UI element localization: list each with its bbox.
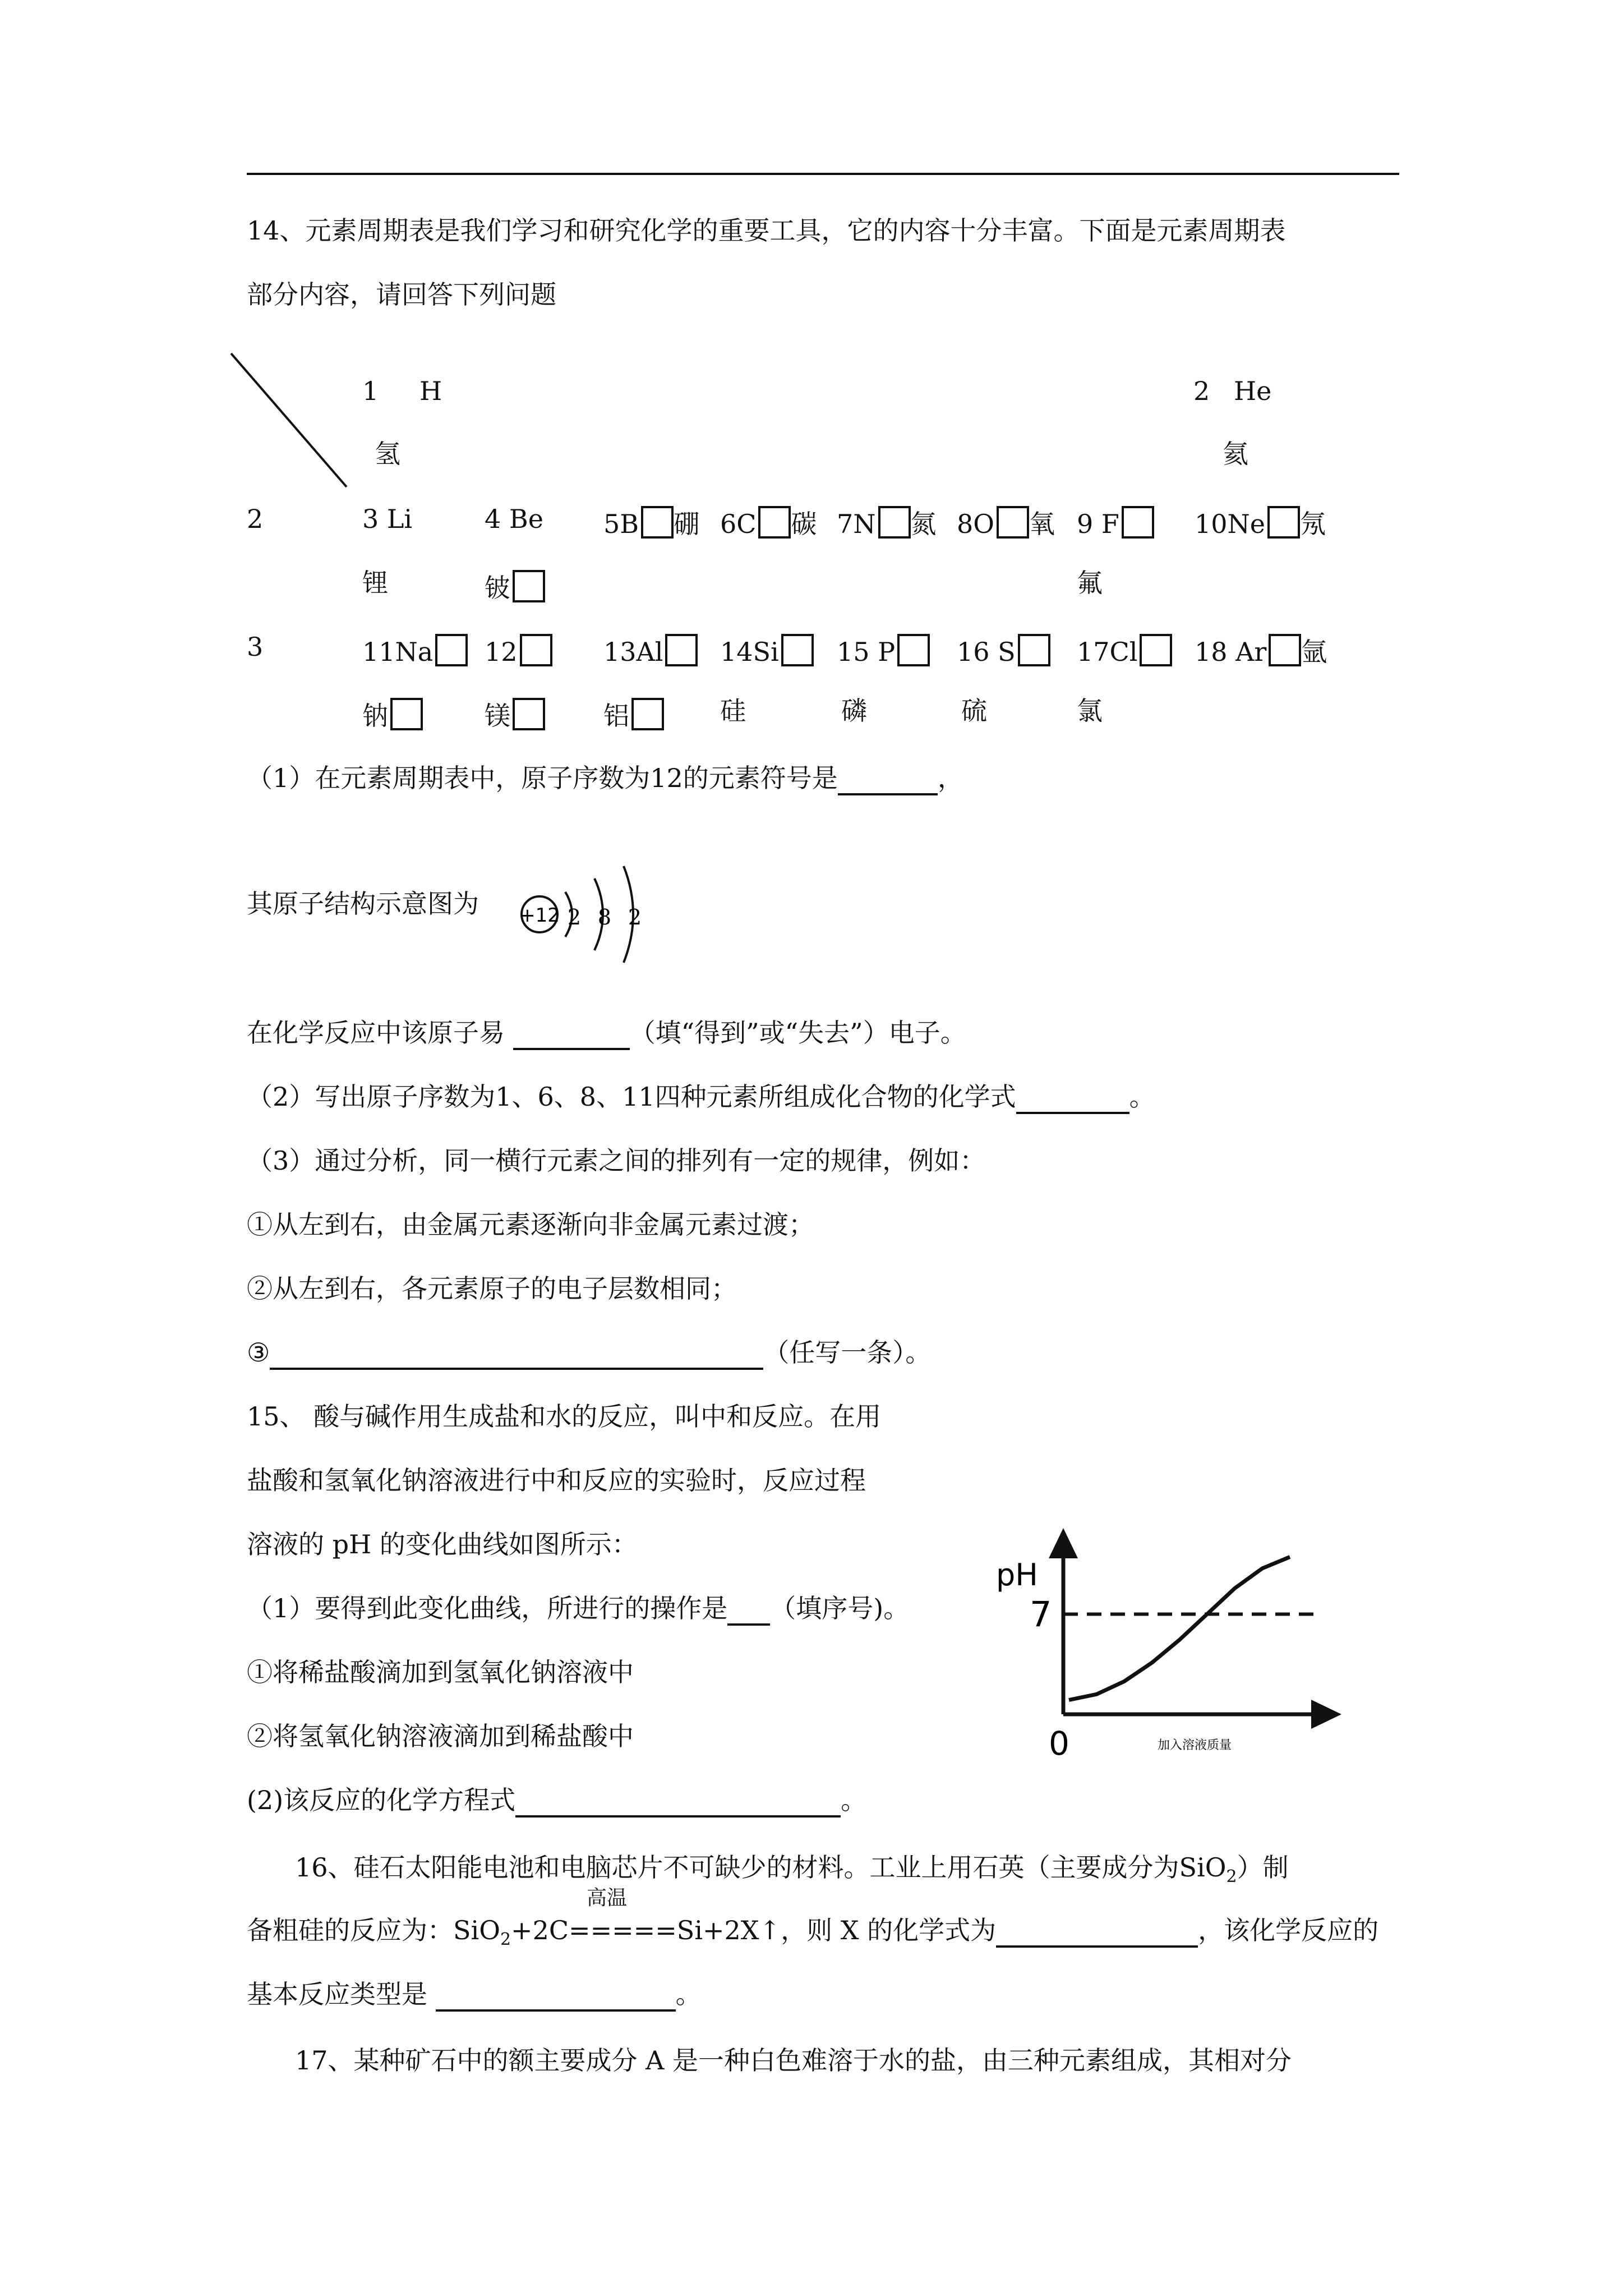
q15-option-2: ②将氢氧化钠溶液滴加到稀盐酸中 [247,1721,634,1751]
element-li: 3 Li [362,504,413,534]
q14-sub3: （3）通过分析，同一横行元素之间的排列有一定的规律，例如： [247,1145,986,1176]
answer-box[interactable] [1122,506,1154,539]
q15-option-1: ①将稀盐酸滴加到氢氧化钠溶液中 [247,1657,634,1687]
element-o: 8O 氧 [957,506,1055,539]
element-f-name: 氟 [1077,568,1103,598]
element-2-symbol: He [1234,376,1272,406]
element-ne: 10Ne 氖 [1195,506,1326,539]
answer-blank[interactable] [515,1789,841,1818]
diagram-label: 其原子结构示意图为 [247,889,479,919]
q14-intro-line1: 14、元素周期表是我们学习和研究化学的重要工具，它的内容十分丰富。下面是元素周期表 [247,215,1286,246]
q14-rule3: ③ （任写一条）。 [247,1340,931,1370]
y-tick-7: 7 [1030,1594,1052,1635]
answer-box[interactable] [631,698,664,730]
answer-blank[interactable] [1016,1086,1129,1114]
answer-blank[interactable] [513,1022,630,1050]
answer-box[interactable] [390,698,423,730]
element-p-name: 磷 [841,696,867,726]
answer-box[interactable] [1269,634,1301,666]
q14-intro-line2: 部分内容，请回答下列问题 [247,279,556,310]
answer-box[interactable] [1267,506,1300,539]
q16-line2: 备粗硅的反应为：SiO$_2$+2C=====Si+2X↑，则 X 的化学式为 ，该化学反应的 [247,1915,1379,1950]
ph-curve-chart [953,1515,1357,1773]
element-ar: 18 Ar 氩 [1195,634,1327,666]
q15-line2: 盐酸和氢氧化钠溶液进行中和反应的实验时，反应过程 [247,1465,866,1496]
nucleus-charge: +12 [519,904,560,927]
q15-line1: 15、 酸与碱作用生成盐和水的反应，叫中和反应。在用 [247,1401,882,1432]
y-axis-arrow [1049,1528,1078,1558]
element-1-symbol: H [419,376,442,406]
answer-box[interactable] [513,698,545,730]
element-c: 6C 碳 [720,506,817,539]
q15-sub1: （1）要得到此变化曲线，所进行的操作是 （填序号)。 [247,1595,909,1626]
element-2-number: 2 [1193,376,1210,406]
q16-reaction-condition: 高温 [587,1887,628,1910]
element-na-name: 钠 [362,698,423,730]
answer-box[interactable] [1018,634,1050,666]
period-3-label: 3 [247,632,264,662]
element-cl-name: 氯 [1077,696,1103,726]
answer-blank[interactable] [996,1920,1198,1948]
element-be-name: 铍 [485,570,545,602]
answer-box[interactable] [781,634,814,666]
element-1-name: 氢 [375,439,400,469]
shell-2-electrons: 8 [597,905,612,930]
element-si: 14Si [720,634,814,666]
q16-line1: 16、硅石太阳能电池和电脑芯片不可缺少的材料。工业上用石英（主要成分为SiO$_2$）制 [295,1852,1289,1887]
element-1-number: 1 [362,376,379,406]
element-f: 9 F [1077,506,1154,539]
element-mg: 12 [485,634,552,666]
origin-label: 0 [1049,1724,1069,1763]
element-s: 16 S [957,634,1050,666]
answer-box[interactable] [665,634,698,666]
q15-line3: 溶液的 pH 的变化曲线如图所示： [247,1529,638,1559]
element-n: 7N 氮 [837,506,937,539]
answer-box[interactable] [997,506,1029,539]
element-si-name: 硅 [720,696,746,726]
element-mg-name: 镁 [485,698,545,730]
shell-1-electrons: 2 [567,905,582,930]
table-corner-diagonal [224,348,359,494]
answer-box[interactable] [641,506,674,539]
element-al-name: 铝 [603,698,664,730]
element-na: 11Na [362,634,468,666]
q14-rule2: ②从左到右，各元素原子的电子层数相同； [247,1273,737,1304]
y-axis-label: pH [996,1557,1038,1593]
element-s-name: 硫 [961,696,987,726]
answer-box[interactable] [1140,634,1172,666]
element-al: 13Al [603,634,698,666]
answer-box[interactable] [435,634,468,666]
header-rule [247,173,1399,175]
atomic-structure-diagram [516,858,662,970]
q16-line3: 基本反应类型是 。 [247,1981,702,2012]
answer-box[interactable] [878,506,911,539]
element-b: 5B 硼 [603,506,699,539]
q14-sub1: （1）在元素周期表中，原子序数为12的元素符号是 ， [247,765,963,795]
x-axis-arrow [1311,1700,1341,1729]
element-be: 4 Be [485,504,543,534]
x-axis-label: 加入溶液质量 [1158,1738,1232,1752]
q14-rule1: ①从左到右，由金属元素逐渐向非金属元素过渡； [247,1209,814,1240]
element-cl: 17Cl [1077,634,1172,666]
answer-box[interactable] [513,570,545,602]
period-2-label: 2 [247,504,264,534]
answer-blank[interactable] [838,767,938,795]
ph-curve-line [1069,1557,1290,1700]
answer-box[interactable] [897,634,930,666]
q17-line1: 17、某种矿石中的额主要成分 A 是一种白色难溶于水的盐，由三种元素组成，其相对分 [295,2045,1292,2076]
q14-sub1b: 在化学反应中该原子易 （填“得到”或“失去”）电子。 [247,1020,966,1050]
answer-blank[interactable] [436,1984,676,2012]
answer-blank[interactable] [270,1342,763,1370]
element-p: 15 P [837,634,930,666]
q15-sub2: (2)该反应的化学方程式 。 [247,1787,866,1818]
answer-box[interactable] [520,634,552,666]
shell-3-electrons: 2 [628,905,642,930]
element-li-name: 锂 [362,568,388,598]
answer-box[interactable] [758,506,791,539]
element-2-name: 氦 [1223,439,1248,469]
q14-sub2: （2）写出原子序数为1、6、8、11四种元素所组成化合物的化学式 。 [247,1084,1155,1114]
answer-blank[interactable] [727,1598,770,1626]
